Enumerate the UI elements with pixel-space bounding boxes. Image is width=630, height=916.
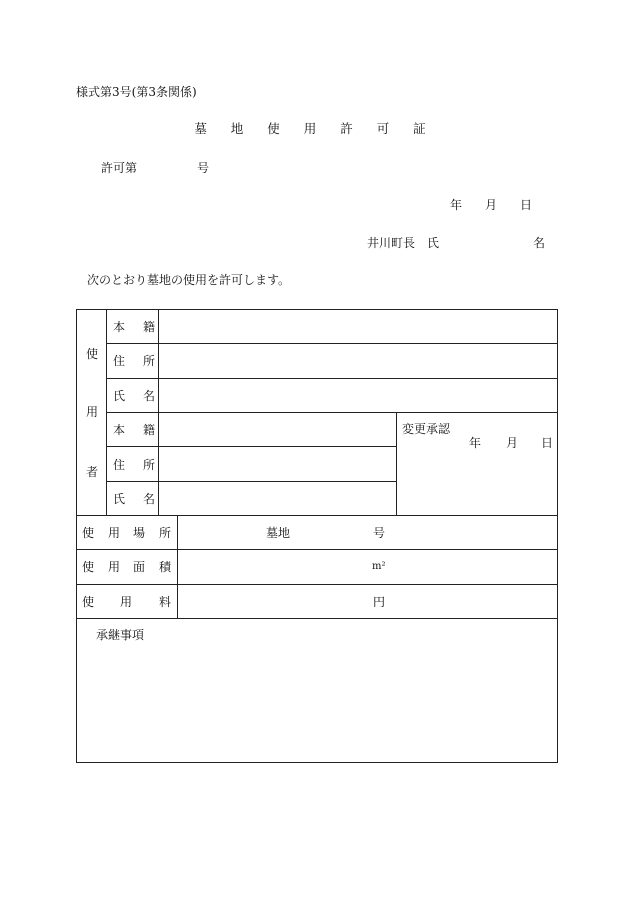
usage-place-label-c3: 場 (133, 526, 146, 540)
usage-fee-unit: 円 (373, 595, 386, 609)
permit-number-label: 許可第 (101, 161, 138, 175)
row-address2-char1: 住 (113, 458, 126, 472)
usage-place-suffix: 号 (373, 526, 386, 540)
change-approval-year: 年 (469, 436, 482, 450)
row-honseki-char1: 本 (113, 320, 126, 334)
row-address2-char2: 所 (143, 458, 156, 472)
mayor-name-suffix: 名 (533, 236, 546, 250)
usage-place-label-c4: 所 (159, 526, 172, 540)
row-name2-char2: 名 (143, 492, 156, 506)
row-honseki2-char1: 本 (113, 423, 126, 437)
table-border (77, 310, 558, 763)
row-address-char1: 住 (113, 354, 126, 368)
issue-date-day: 日 (520, 198, 533, 212)
permit-number-suffix: 号 (197, 161, 210, 175)
issue-date-month: 月 (485, 198, 498, 212)
usage-place-label-c1: 使 (82, 526, 95, 540)
usage-fee-label-c1: 使 (82, 595, 95, 609)
usage-area-label-c2: 用 (108, 560, 121, 574)
intro-text: 次のとおり墓地の使用を許可します。 (87, 273, 291, 287)
usage-fee-label-c3: 料 (159, 595, 172, 609)
user-group-label-1: 使 (86, 347, 99, 361)
user-group-label-2: 用 (86, 405, 99, 419)
row-honseki-char2: 籍 (143, 320, 156, 334)
usage-area-label-c4: 積 (159, 560, 172, 574)
usage-area-unit: m² (372, 561, 386, 572)
usage-area-label-c3: 面 (133, 560, 146, 574)
mayor-title: 井川町長 氏 (367, 236, 440, 250)
row-address-char2: 所 (143, 354, 156, 368)
row-name-char1: 氏 (113, 389, 126, 403)
change-approval-day: 日 (541, 436, 554, 450)
usage-fee-label-c2: 用 (120, 595, 133, 609)
form-number: 様式第3号(第3条関係) (76, 85, 197, 99)
usage-place-label-c2: 用 (108, 526, 121, 540)
row-honseki2-char2: 籍 (143, 423, 156, 437)
issue-date-year: 年 (450, 198, 463, 212)
usage-place-value: 墓地 (266, 526, 291, 540)
user-group-label-3: 者 (86, 465, 99, 479)
page-title: 墓 地 使 用 許 可 証 (194, 121, 436, 136)
row-name-char2: 名 (143, 389, 156, 403)
change-approval-label: 変更承認 (402, 422, 451, 436)
row-name2-char1: 氏 (113, 492, 126, 506)
change-approval-month: 月 (506, 436, 519, 450)
succession-label: 承継事項 (96, 628, 145, 642)
usage-area-label-c1: 使 (82, 560, 95, 574)
